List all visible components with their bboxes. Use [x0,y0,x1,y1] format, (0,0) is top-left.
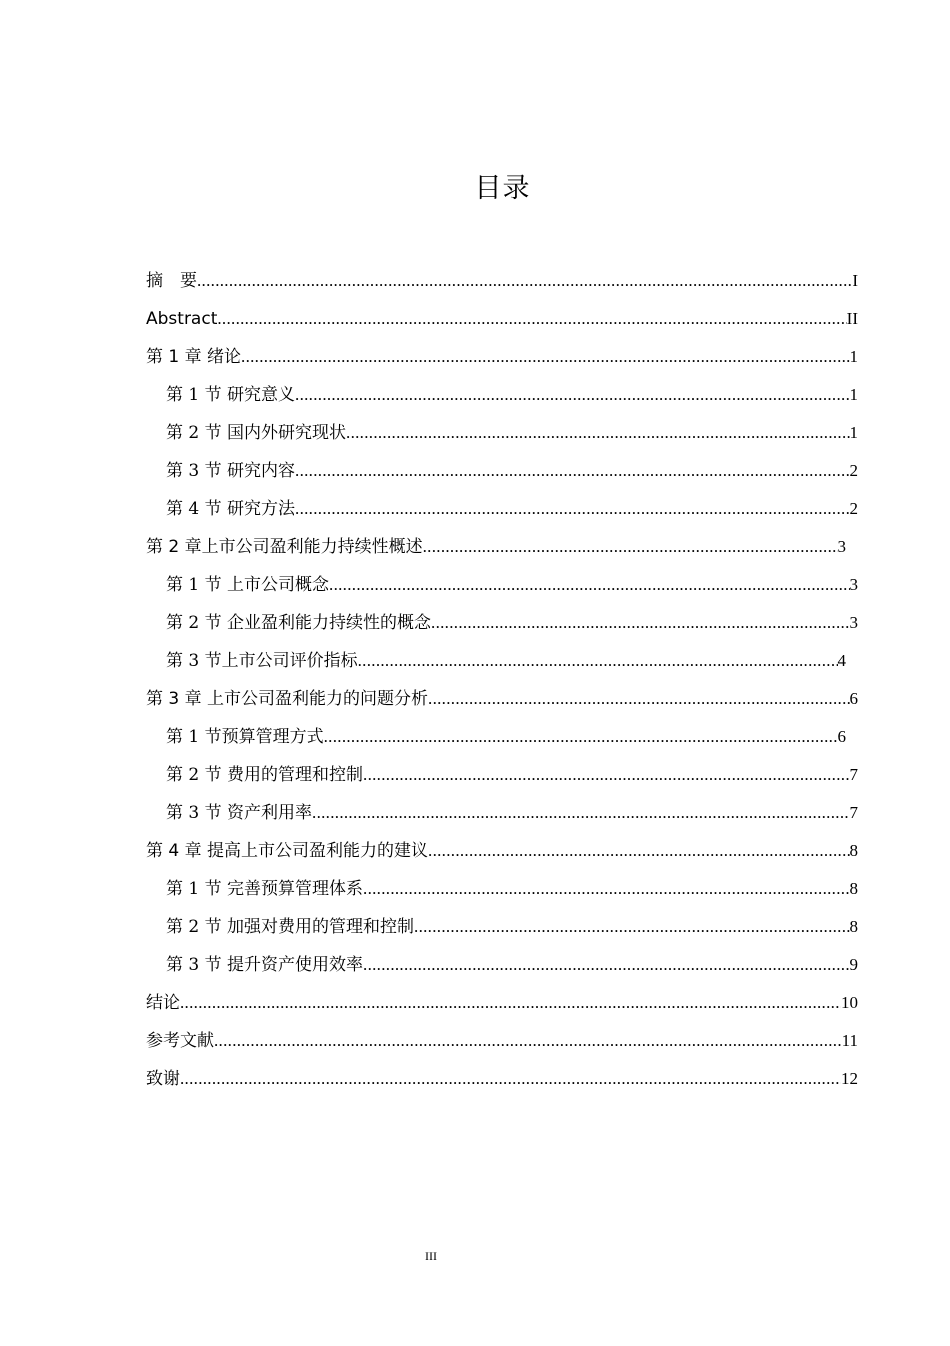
toc-entry-page: 6 [837,727,846,746]
toc-entry-page: 1 [849,423,858,442]
toc-dot-leader [428,680,849,718]
toc-entry-page: 11 [841,1031,858,1050]
toc-entry-section-3-2[interactable] [146,756,858,794]
toc-entry-section-1-2[interactable] [146,414,858,452]
toc-entry-page: 10 [841,993,858,1012]
toc-dot-leader [241,338,849,376]
toc-entry-label: 第 3 节上市公司评价指标 [166,651,358,671]
toc-dot-leader [312,794,849,832]
toc-entry-acknowledgements[interactable] [146,1060,858,1098]
toc-entry-page: 8 [849,917,858,936]
toc-entry-page: 2 [849,461,858,480]
toc-entry-section-1-3[interactable] [146,452,858,490]
toc-dot-leader [414,908,849,946]
toc-dot-leader [431,604,849,642]
toc-dot-leader [428,832,849,870]
toc-entry-label: 第 4 节 研究方法 [166,499,296,519]
toc-entry-label: 第 2 节 国内外研究现状 [166,423,347,443]
table-of-contents [146,262,858,1098]
toc-entry-abstract-cn[interactable] [146,262,858,300]
toc-dot-leader [180,984,841,1022]
toc-entry-label: 第 3 节 提升资产使用效率 [166,955,364,975]
toc-entry-section-1-4[interactable] [146,490,858,528]
toc-entry-conclusion[interactable] [146,984,858,1022]
toc-dot-leader [295,452,849,490]
toc-entry-label: 第 1 节 上市公司概念 [166,575,330,595]
toc-entry-label: 第 1 节 完善预算管理体系 [166,879,364,899]
toc-entry-label: 第 2 节 企业盈利能力持续性的概念 [166,613,432,633]
toc-entry-label: 致谢 [146,1069,180,1089]
toc-entry-label: 结论 [146,993,180,1013]
toc-entry-label: 第 1 章 绪论 [146,347,242,367]
toc-dot-leader [324,718,838,756]
toc-entry-page: 1 [849,385,858,404]
toc-entry-page: 3 [837,537,846,556]
toc-entry-label: 第 3 节 研究内容 [166,461,296,481]
toc-entry-label: 第 1 节 研究意义 [166,385,296,405]
toc-entry-label: 第 1 节预算管理方式 [166,727,324,747]
toc-entry-label: 第 2 节 费用的管理和控制 [166,765,364,785]
toc-entry-page: 7 [849,765,858,784]
toc-entry-label: Abstract [146,309,218,329]
toc-entry-section-2-2[interactable] [146,604,858,642]
toc-entry-page: I [852,271,858,290]
toc-dot-leader [295,376,849,414]
toc-dot-leader [180,1060,841,1098]
toc-entry-section-1-1[interactable] [146,376,858,414]
toc-entry-page: 8 [849,841,858,860]
toc-entry-chapter-3[interactable] [146,680,858,718]
toc-entry-label: 参考文献 [146,1031,214,1051]
toc-entry-references[interactable] [146,1022,858,1060]
toc-entry-label: 第 2 节 加强对费用的管理和控制 [166,917,415,937]
toc-entry-abstract-en[interactable] [146,300,858,338]
toc-entry-page: 2 [849,499,858,518]
toc-entry-section-3-1[interactable] [146,718,858,756]
toc-entry-label: 第 4 章 提高上市公司盈利能力的建议 [146,841,429,861]
footer-page-number: III [425,1249,437,1263]
toc-entry-page: 3 [849,613,858,632]
toc-dot-leader [295,490,849,528]
toc-dot-leader [214,1022,842,1060]
toc-entry-page: 8 [849,879,858,898]
toc-entry-section-2-3[interactable] [146,642,858,680]
toc-entry-page: 1 [849,347,858,366]
toc-entry-page: 4 [837,651,846,670]
toc-entry-section-4-2[interactable] [146,908,858,946]
toc-entry-section-4-3[interactable] [146,946,858,984]
toc-dot-leader [423,528,838,566]
toc-dot-leader [197,262,852,300]
toc-entry-section-2-1[interactable] [146,566,858,604]
toc-dot-leader [363,870,849,908]
toc-dot-leader [363,946,849,984]
toc-entry-page: 3 [849,575,858,594]
toc-entry-page: 12 [841,1069,858,1088]
toc-entry-section-4-1[interactable] [146,870,858,908]
toc-entry-page: 6 [849,689,858,708]
toc-entry-page: 9 [849,955,858,974]
toc-dot-leader [358,642,838,680]
toc-entry-page: 7 [849,803,858,822]
toc-dot-leader [346,414,849,452]
toc-dot-leader [217,300,846,338]
toc-entry-chapter-1[interactable] [146,338,858,376]
page-title: 目录 [474,173,531,204]
toc-dot-leader [329,566,849,604]
toc-entry-label: 摘 要 [146,271,197,291]
toc-entry-label: 第 2 章上市公司盈利能力持续性概述 [146,537,423,557]
toc-entry-chapter-2[interactable] [146,528,858,566]
toc-dot-leader [363,756,849,794]
toc-entry-label: 第 3 节 资产利用率 [166,803,313,823]
toc-entry-label: 第 3 章 上市公司盈利能力的问题分析 [146,689,429,709]
toc-entry-page: II [846,309,858,328]
toc-entry-section-3-3[interactable] [146,794,858,832]
toc-entry-chapter-4[interactable] [146,832,858,870]
